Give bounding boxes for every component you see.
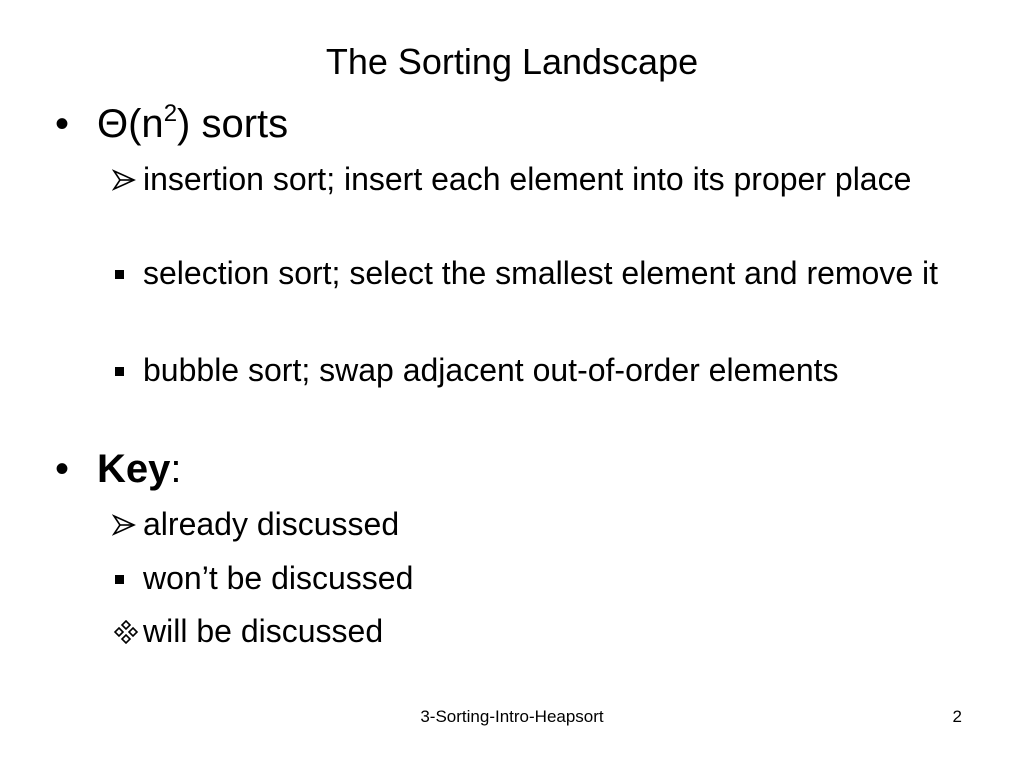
bullet-suffix: : xyxy=(170,447,182,491)
bullet-marker: • xyxy=(55,102,70,146)
slide-title: The Sorting Landscape xyxy=(325,41,699,82)
bullet-suffix: ) sorts xyxy=(177,102,289,146)
bullet-marker: • xyxy=(55,447,70,491)
bullet-key xyxy=(55,445,995,493)
sub-bullet-will-be-discussed xyxy=(112,611,992,651)
sub-bullet-insertion-sort xyxy=(112,159,992,199)
sub-bullet-wont-be-discussed xyxy=(112,558,992,598)
sub-bullet-text: bubble sort; swap adjacent out-of-order elements xyxy=(143,352,839,388)
footer-title: 3-Sorting-Intro-Heapsort xyxy=(420,707,604,726)
square-bullet-icon xyxy=(112,558,144,598)
diamond-bullet-icon xyxy=(112,620,144,644)
sub-bullet-selection-sort xyxy=(112,253,992,293)
arrow-bullet-icon xyxy=(112,168,144,192)
sub-bullet-already-discussed xyxy=(112,504,992,544)
page-number: 2 xyxy=(952,707,962,726)
arrow-bullet-icon xyxy=(112,513,144,537)
sub-bullet-text: selection sort; select the smallest element and remove it xyxy=(143,255,939,291)
sub-bullet-text: insertion sort; insert each element into its proper place xyxy=(143,161,912,197)
sub-bullet-text: already discussed xyxy=(143,506,400,542)
bullet-prefix: Θ(n xyxy=(97,102,164,146)
superscript: 2 xyxy=(163,100,178,127)
square-bullet-icon xyxy=(112,350,144,390)
bullet-text xyxy=(97,445,995,493)
bullet-theta-n2-sorts xyxy=(55,100,995,148)
sub-bullet-bubble-sort xyxy=(112,350,992,390)
sub-bullet-text: won’t be discussed xyxy=(143,560,414,596)
square-bullet-icon xyxy=(112,253,144,293)
sub-bullet-text: will be discussed xyxy=(143,613,384,649)
bullet-text xyxy=(97,100,995,148)
bullet-bold-text: Key xyxy=(97,447,171,491)
